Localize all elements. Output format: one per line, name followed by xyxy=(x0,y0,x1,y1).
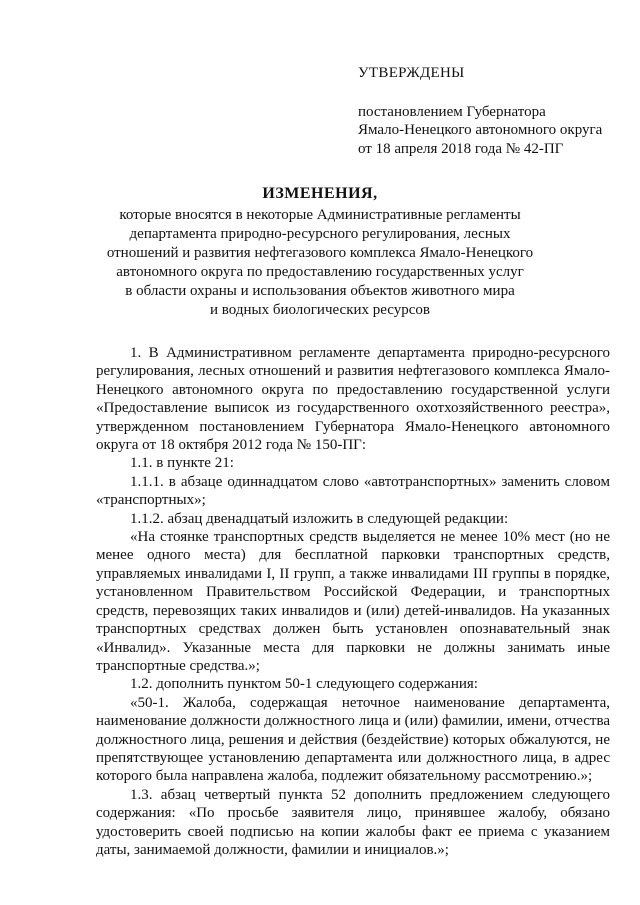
subtitle-line: департамента природно-ресурсного регулирования, лесных xyxy=(129,226,511,242)
document-subtitle xyxy=(40,206,600,320)
document-body xyxy=(96,344,610,859)
document-title: ИЗМЕНЕНИЯ, xyxy=(262,185,378,202)
paragraph-item-1-3: 1.3. абзац четвертый пункта 52 дополнить предложением следующего содержания: «По просьбе заявителя лицо, принявшее жалобу, обязано удостоверить своей подписью на копии жалобы факт ее приема с указанием даты, занимаемой должности, фамилии и инициалов.»; xyxy=(96,786,610,858)
approval-line: постановлением Губернатора xyxy=(358,103,546,120)
paragraph-parking-quote: «На стоянке транспортных средств выделяется не менее 10% мест (но не менее одного места) для бесплатной парковки транспортных средств, управляемых инвалидами I, II групп, а также инвалидами III группы в порядке, установленном Правительством Российской Федерации, и транспортных средств, перевозящих таких инвалидов и (или) детей-инвалидов. На указанных транспортных средствах должен быть установлен опознавательный знак «Инвалид». Указанные места для парковки не должны занимать иные транспортные средства.»; xyxy=(96,529,610,674)
paragraph-item-1-1-1: 1.1.1. в абзаце одиннадцатом слово «автотранспортных» заменить словом «транспортных»; xyxy=(96,473,610,509)
paragraph-item-1-2: 1.2. дополнить пунктом 50-1 следующего содержания: xyxy=(130,676,478,693)
subtitle-line: и водных биологических ресурсов xyxy=(210,302,430,318)
approval-line: Ямало-Ненецкого автономного округа xyxy=(358,122,603,138)
paragraph-item-1-1: 1.1. в пункте 21: xyxy=(130,455,234,472)
subtitle-line: в области охраны и использования объектов животного мира xyxy=(125,283,515,299)
subtitle-line: автономного округа по предоставлению государственных услуг xyxy=(116,264,524,280)
paragraph-item-1: 1. В Административном регламенте департамента природно-ресурсного регулирования, лесных отношений и развития нефтегазового комплекса Ямало-Ненецкого автономного округа по предоставлению государственной услуги «Предоставление выписок из государственного охотхозяйственного реестра», утвержденном постановлением Губернатора Ямало-Ненецкого автономного округа от 18 октября 2012 года № 150-ПГ: xyxy=(96,345,610,454)
approval-line: от 18 апреля 2018 года № 42-ПГ xyxy=(358,140,564,157)
approval-block xyxy=(358,64,618,158)
subtitle-line: которые вносятся в некоторые Административные регламенты xyxy=(119,207,521,223)
paragraph-complaint-quote: «50-1. Жалоба, содержащая неточное наименование департамента, наименование должности должностного лица и (или) фамилии, имени, отчества должностного лица, решения и действия (бездействие) которых обжалуются, не препятствующее установлению департамента или должностного лица, в адрес которого была направлена жалоба, подлежит обязательному рассмотрению.»; xyxy=(96,694,610,785)
paragraph-item-1-1-2: 1.1.2. абзац двенадцатый изложить в следующей редакции: xyxy=(130,510,509,527)
subtitle-line: отношений и развития нефтегазового комплекса Ямало-Ненецкого xyxy=(106,245,534,261)
approval-heading: УТВЕРЖДЕНЫ xyxy=(358,65,465,81)
